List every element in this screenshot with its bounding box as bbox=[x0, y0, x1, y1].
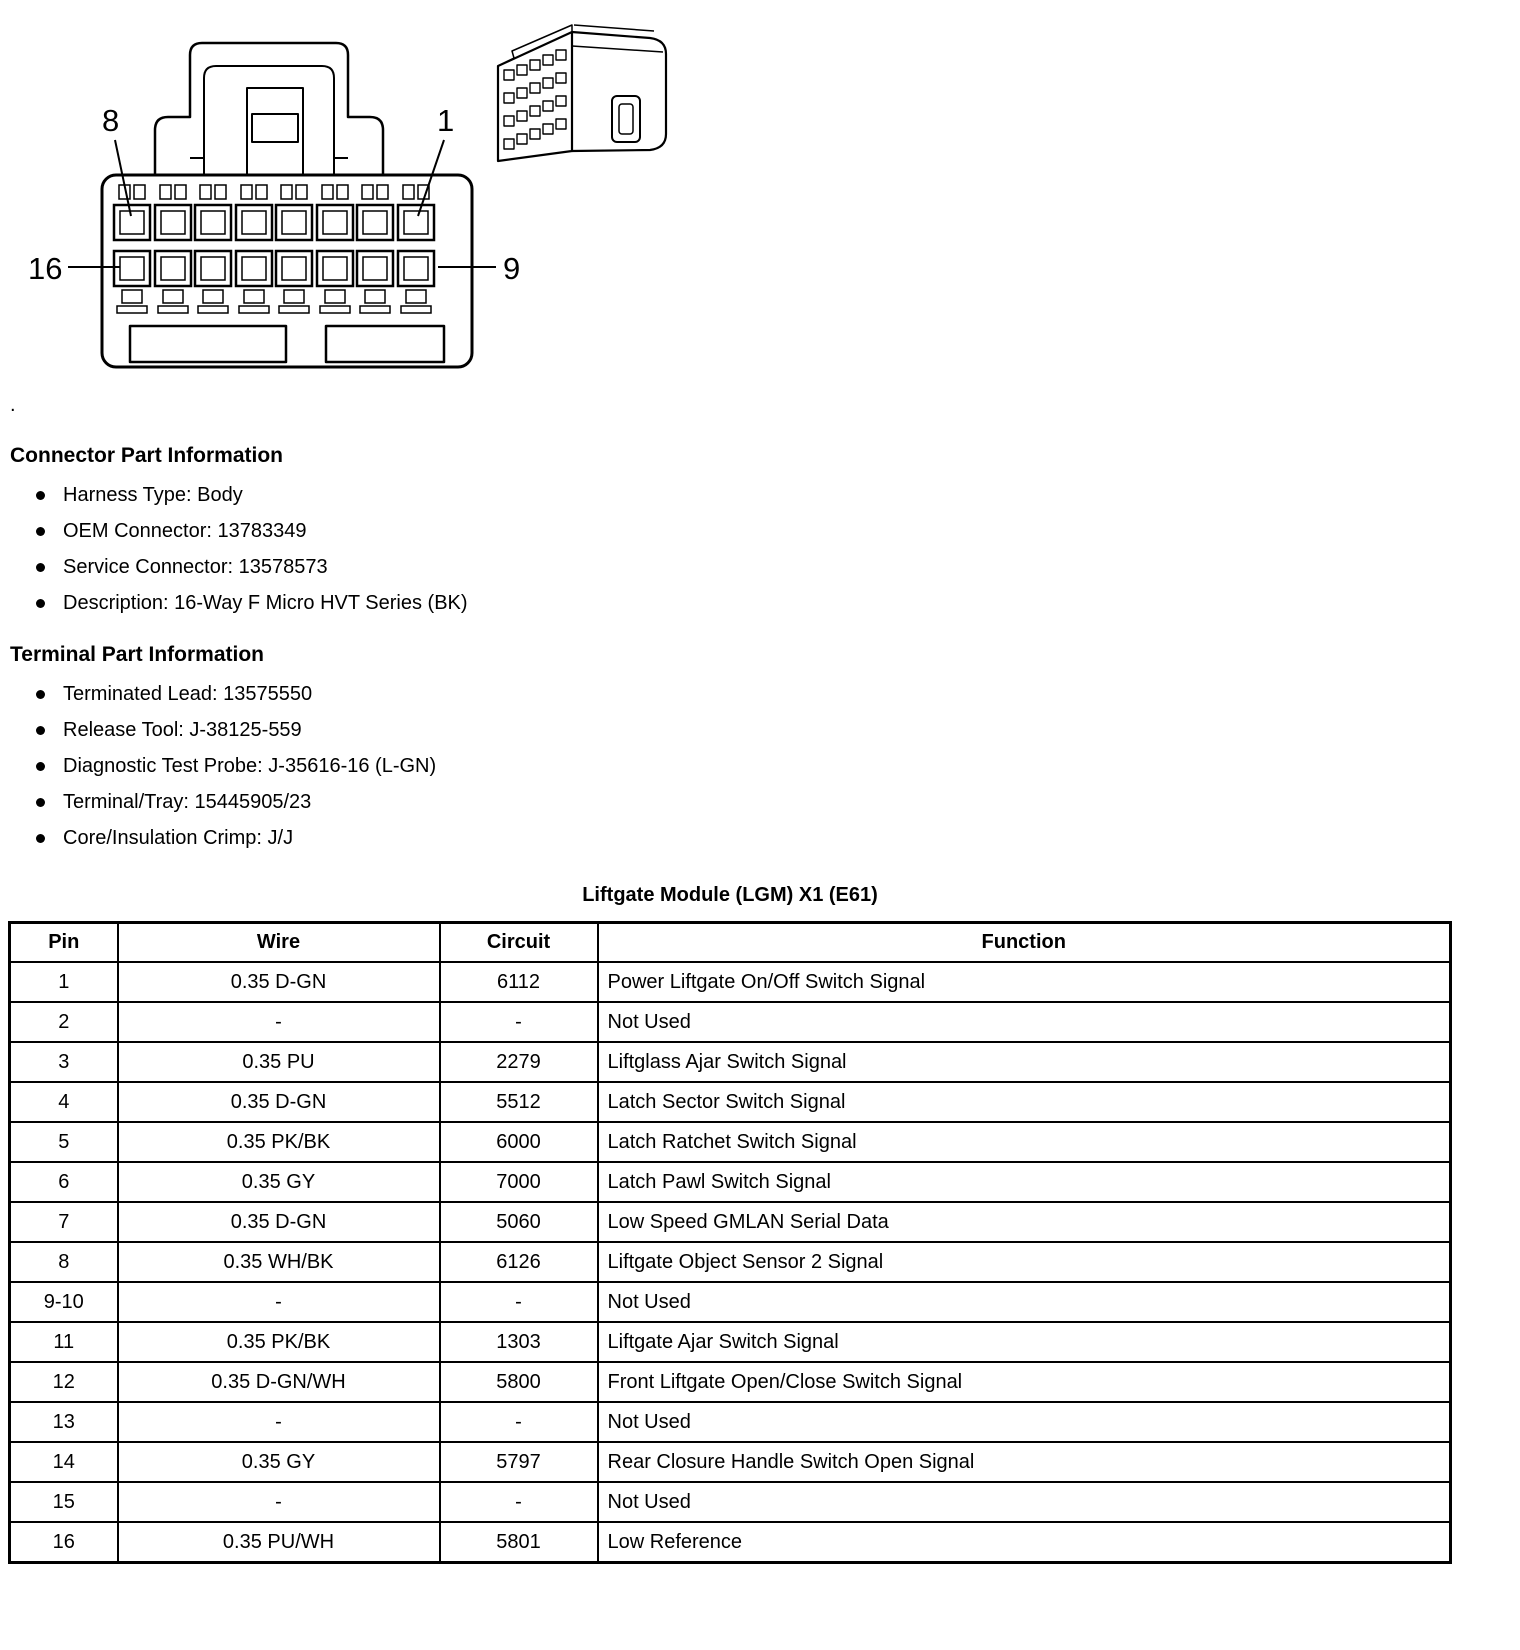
connector-diagram bbox=[14, 8, 1452, 390]
terminal-info-item-text: Release Tool: J-38125-559 bbox=[63, 719, 302, 741]
pinout-table-title: Liftgate Module (LGM) X1 (E61) bbox=[582, 884, 878, 906]
terminal-info-item bbox=[36, 827, 1452, 850]
connector-info-item bbox=[36, 520, 1452, 543]
connector-info-item bbox=[36, 592, 1452, 615]
terminal-info-item-text: Terminal/Tray: 15445905/23 bbox=[63, 791, 312, 813]
terminal-info-item-text: Diagnostic Test Probe: J-35616-16 (L-GN) bbox=[63, 755, 437, 777]
table-row bbox=[10, 1402, 1451, 1442]
function-cell: Latch Ratchet Switch Signal bbox=[598, 1122, 1451, 1162]
pin-cell: 16 bbox=[10, 1522, 118, 1563]
circuit-cell: 5512 bbox=[440, 1082, 598, 1122]
bullet-icon bbox=[36, 599, 45, 608]
function-cell: Liftglass Ajar Switch Signal bbox=[598, 1042, 1451, 1082]
circuit-cell: 7000 bbox=[440, 1162, 598, 1202]
table-row bbox=[10, 962, 1451, 1002]
table-row bbox=[10, 1202, 1451, 1242]
pin-cell: 13 bbox=[10, 1402, 118, 1442]
circuit-cell: - bbox=[440, 1482, 598, 1522]
terminal-info-item bbox=[36, 719, 1452, 742]
pin-cell: 8 bbox=[10, 1242, 118, 1282]
pin-cell: 2 bbox=[10, 1002, 118, 1042]
terminal-info-item bbox=[36, 791, 1452, 814]
function-cell: Low Speed GMLAN Serial Data bbox=[598, 1202, 1451, 1242]
function-cell: Not Used bbox=[598, 1282, 1451, 1322]
circuit-cell: 6000 bbox=[440, 1122, 598, 1162]
function-cell: Not Used bbox=[598, 1482, 1451, 1522]
connector-info-item bbox=[36, 484, 1452, 507]
circuit-cell: 5801 bbox=[440, 1522, 598, 1563]
circuit-cell: - bbox=[440, 1402, 598, 1442]
connector-info-item-text: OEM Connector: 13783349 bbox=[63, 520, 307, 542]
terminal-info-item-text: Core/Insulation Crimp: J/J bbox=[63, 827, 294, 849]
table-row bbox=[10, 1042, 1451, 1082]
pin-cell: 15 bbox=[10, 1482, 118, 1522]
header-row bbox=[10, 923, 1451, 963]
table-row bbox=[10, 1162, 1451, 1202]
circuit-cell: - bbox=[440, 1282, 598, 1322]
terminal-info-item bbox=[36, 683, 1452, 706]
bullet-icon bbox=[36, 563, 45, 572]
perspective-cavity-grid bbox=[504, 50, 566, 149]
pin-cell: 4 bbox=[10, 1082, 118, 1122]
pin-cell: 14 bbox=[10, 1442, 118, 1482]
function-cell: Liftgate Ajar Switch Signal bbox=[598, 1322, 1451, 1362]
function-cell: Liftgate Object Sensor 2 Signal bbox=[598, 1242, 1451, 1282]
function-cell: Front Liftgate Open/Close Switch Signal bbox=[598, 1362, 1451, 1402]
pin-cell: 1 bbox=[10, 962, 118, 1002]
terminal-part-info-heading: Terminal Part Information bbox=[10, 643, 264, 666]
table-row bbox=[10, 1362, 1451, 1402]
circuit-cell: - bbox=[440, 1002, 598, 1042]
pin-cell: 6 bbox=[10, 1162, 118, 1202]
wire-cell: 0.35 GY bbox=[118, 1442, 440, 1482]
pin-1-label: 1 bbox=[437, 103, 455, 138]
connector-info-item bbox=[36, 556, 1452, 579]
bullet-icon bbox=[36, 762, 45, 771]
wire-cell: 0.35 D-GN bbox=[118, 1082, 440, 1122]
wire-cell: - bbox=[118, 1402, 440, 1442]
wire-cell: 0.35 D-GN bbox=[118, 1202, 440, 1242]
wire-cell: 0.35 GY bbox=[118, 1162, 440, 1202]
wire-cell: 0.35 PK/BK bbox=[118, 1322, 440, 1362]
pin-cell: 9-10 bbox=[10, 1282, 118, 1322]
wire-cell: - bbox=[118, 1002, 440, 1042]
function-cell: Power Liftgate On/Off Switch Signal bbox=[598, 962, 1451, 1002]
function-column-header: Function bbox=[598, 923, 1451, 963]
function-cell: Low Reference bbox=[598, 1522, 1451, 1563]
wire-cell: 0.35 D-GN/WH bbox=[118, 1362, 440, 1402]
pinout-table-header bbox=[10, 923, 1451, 963]
bullet-icon bbox=[36, 834, 45, 843]
terminal-info-list bbox=[36, 683, 1452, 850]
pin-cell: 5 bbox=[10, 1122, 118, 1162]
circuit-cell: 5797 bbox=[440, 1442, 598, 1482]
wire-cell: 0.35 WH/BK bbox=[118, 1242, 440, 1282]
terminal-info-item-text: Terminated Lead: 13575550 bbox=[63, 683, 313, 705]
connector-info-item-text: Description: 16-Way F Micro HVT Series (BK) bbox=[63, 592, 468, 614]
function-cell: Not Used bbox=[598, 1002, 1451, 1042]
terminal-grid bbox=[114, 185, 434, 313]
table-row bbox=[10, 1002, 1451, 1042]
function-cell: Latch Pawl Switch Signal bbox=[598, 1162, 1451, 1202]
bullet-icon bbox=[36, 690, 45, 699]
bullet-icon bbox=[36, 491, 45, 500]
pin-cell: 11 bbox=[10, 1322, 118, 1362]
pin-8-label: 8 bbox=[102, 103, 120, 138]
function-cell: Not Used bbox=[598, 1402, 1451, 1442]
wire-cell: - bbox=[118, 1282, 440, 1322]
bullet-icon bbox=[36, 527, 45, 536]
connector-diagram-svg bbox=[14, 8, 714, 386]
terminal-info-item bbox=[36, 755, 1452, 778]
pinout-table-body bbox=[10, 962, 1451, 1563]
circuit-cell: 2279 bbox=[440, 1042, 598, 1082]
pin-leader-lines bbox=[68, 140, 496, 267]
wire-column-header: Wire bbox=[118, 923, 440, 963]
function-cell: Rear Closure Handle Switch Open Signal bbox=[598, 1442, 1451, 1482]
table-row bbox=[10, 1442, 1451, 1482]
connector-info-list bbox=[36, 484, 1452, 615]
connector-part-info-heading: Connector Part Information bbox=[10, 444, 284, 467]
circuit-cell: 5800 bbox=[440, 1362, 598, 1402]
pin-16-label: 16 bbox=[28, 251, 63, 286]
circuit-cell: 6112 bbox=[440, 962, 598, 1002]
pin-cell: 12 bbox=[10, 1362, 118, 1402]
circuit-cell: 5060 bbox=[440, 1202, 598, 1242]
circuit-cell: 1303 bbox=[440, 1322, 598, 1362]
table-row bbox=[10, 1282, 1451, 1322]
circuit-cell: 6126 bbox=[440, 1242, 598, 1282]
wire-cell: 0.35 PK/BK bbox=[118, 1122, 440, 1162]
table-row bbox=[10, 1522, 1451, 1563]
pin-column-header: Pin bbox=[10, 923, 118, 963]
wire-cell: 0.35 PU bbox=[118, 1042, 440, 1082]
pin-cell: 3 bbox=[10, 1042, 118, 1082]
table-row bbox=[10, 1322, 1451, 1362]
wire-cell: 0.35 D-GN bbox=[118, 962, 440, 1002]
connector-perspective-view bbox=[498, 25, 666, 161]
pin-cell: 7 bbox=[10, 1202, 118, 1242]
connector-info-item-text: Service Connector: 13578573 bbox=[63, 556, 328, 578]
table-row bbox=[10, 1242, 1451, 1282]
table-row bbox=[10, 1482, 1451, 1522]
wire-cell: 0.35 PU/WH bbox=[118, 1522, 440, 1563]
table-row bbox=[10, 1082, 1451, 1122]
bullet-icon bbox=[36, 726, 45, 735]
pinout-table bbox=[8, 921, 1452, 1564]
pin-9-label: 9 bbox=[503, 251, 521, 286]
circuit-column-header: Circuit bbox=[440, 923, 598, 963]
bullet-icon bbox=[36, 798, 45, 807]
stray-period: . bbox=[10, 394, 16, 416]
function-cell: Latch Sector Switch Signal bbox=[598, 1082, 1451, 1122]
wire-cell: - bbox=[118, 1482, 440, 1522]
connector-info-item-text: Harness Type: Body bbox=[63, 484, 243, 506]
table-row bbox=[10, 1122, 1451, 1162]
